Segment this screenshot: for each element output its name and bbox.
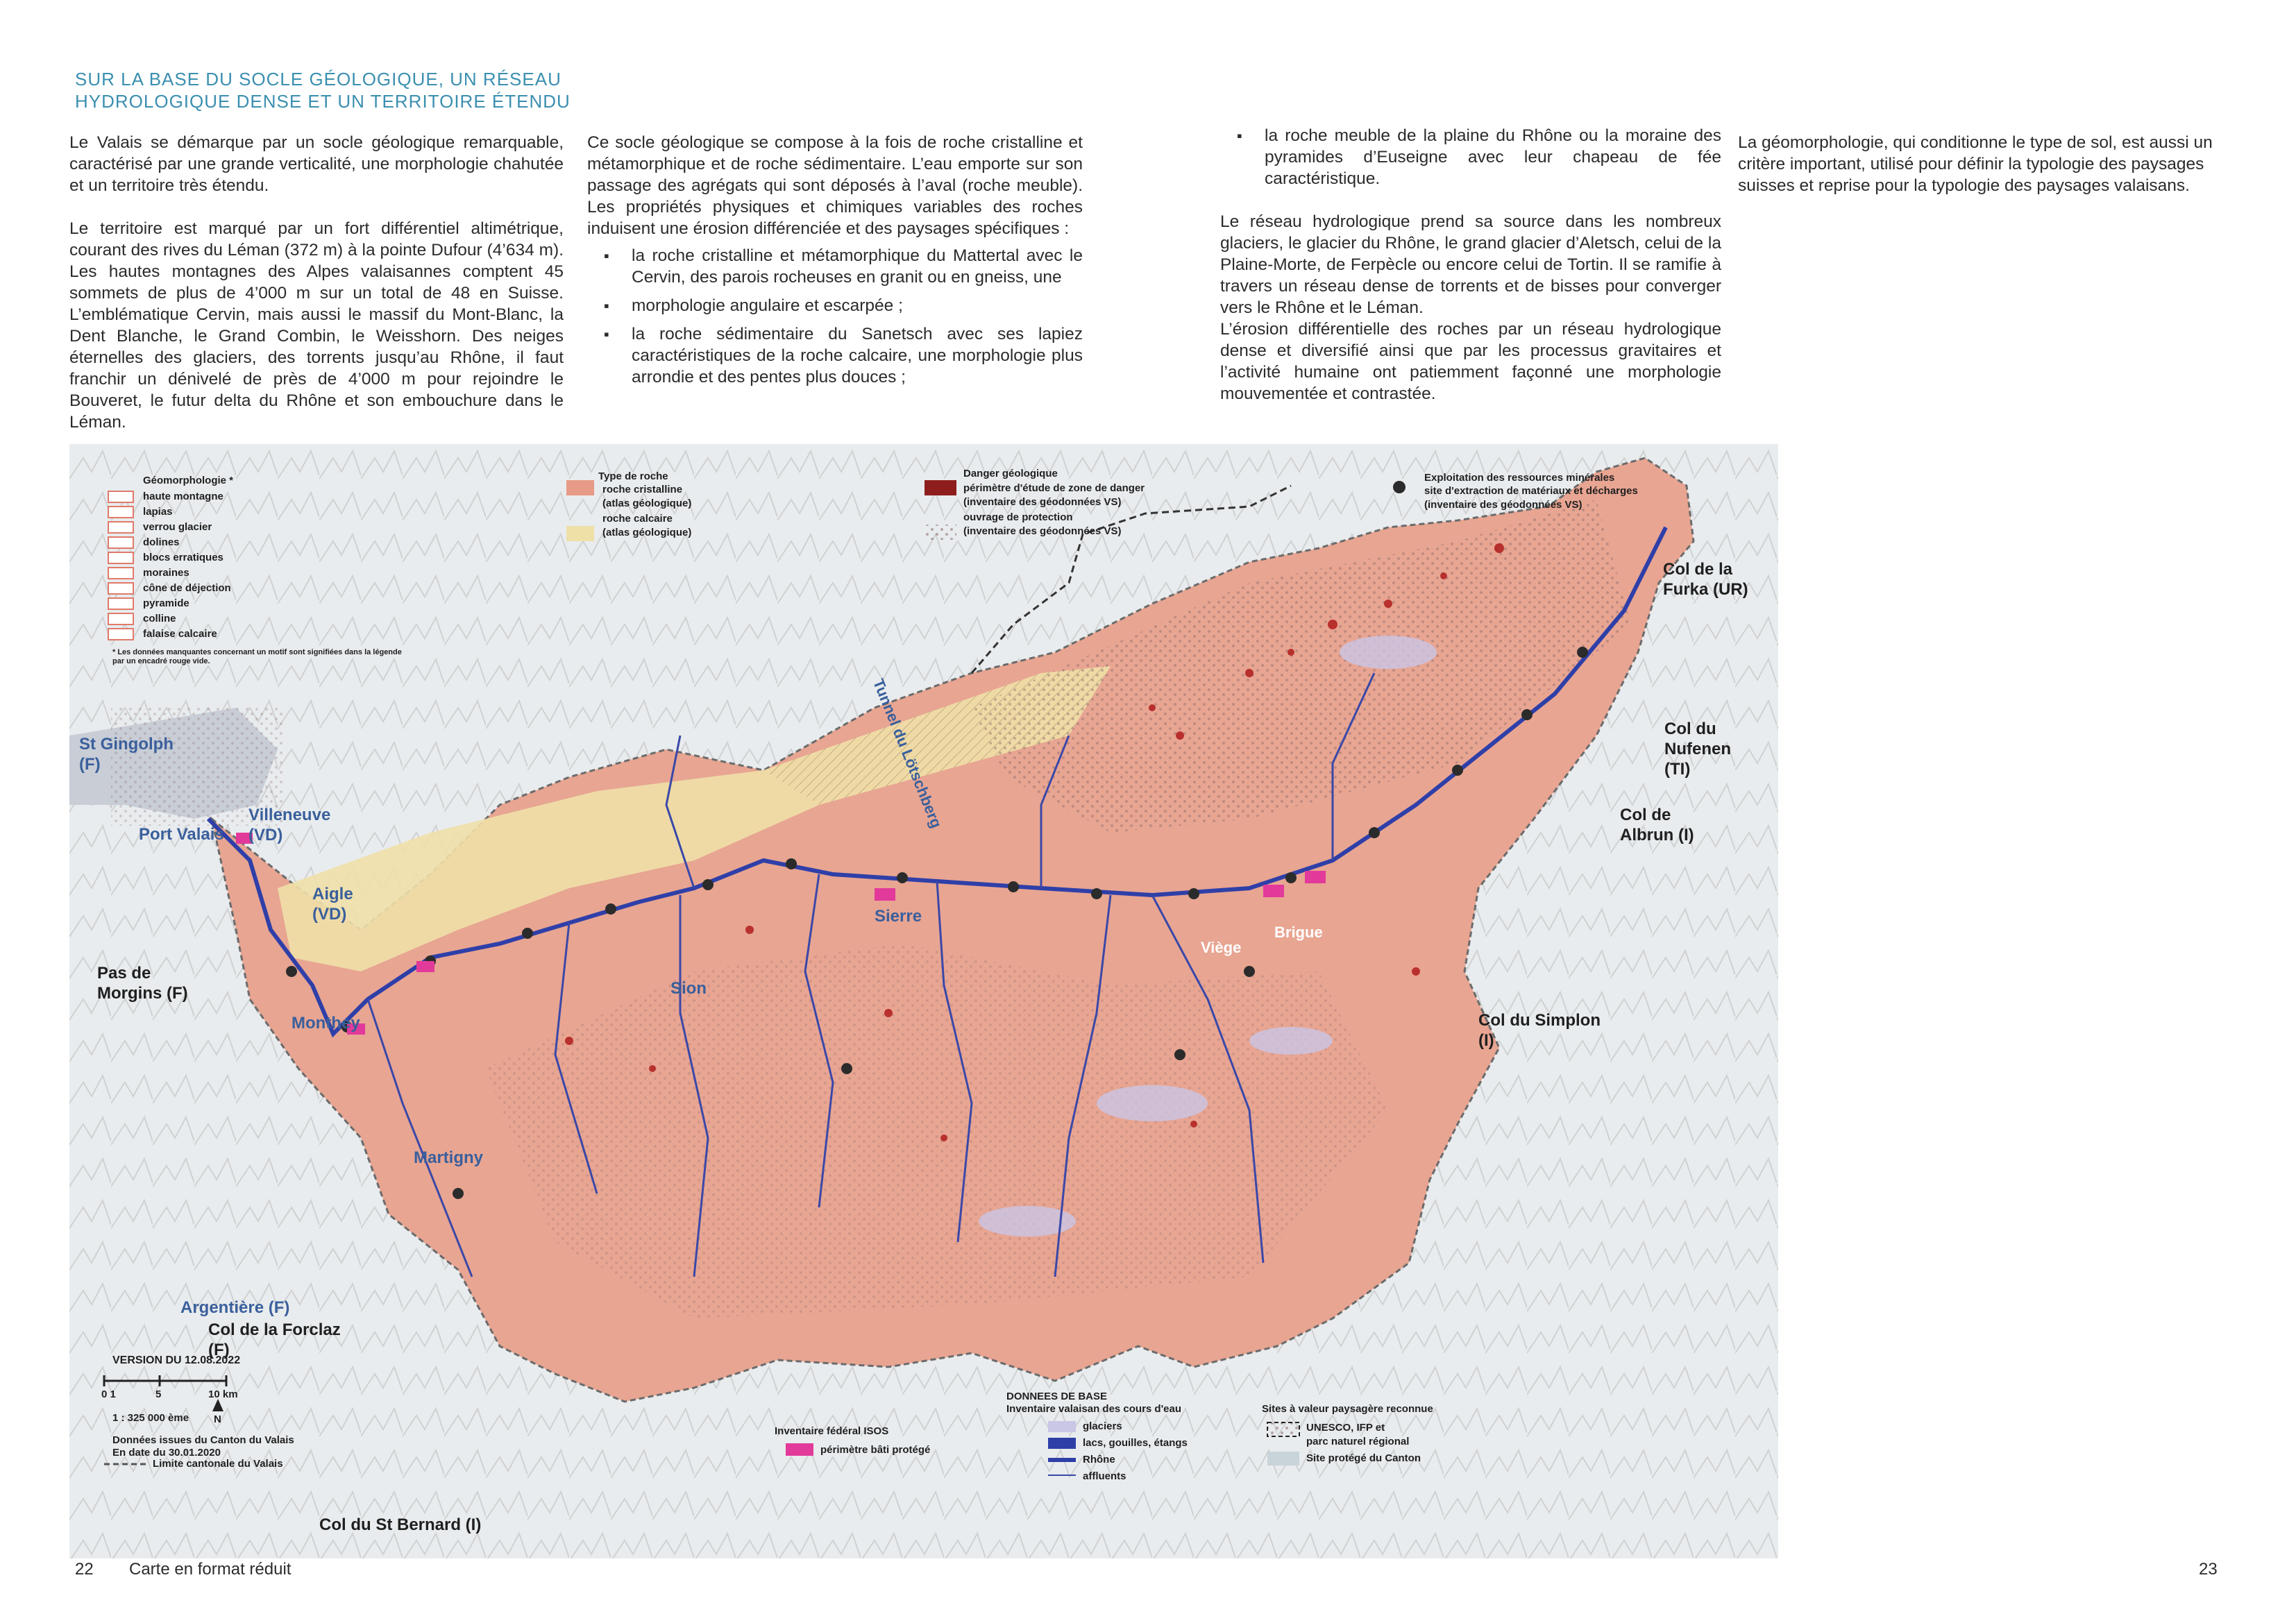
text-column-3 — [1220, 125, 1721, 426]
heading-line-2: HYDROLOGIQUE DENSE ET UN TERRITOIRE ÉTENDU — [75, 91, 571, 112]
text-column-1 — [69, 132, 564, 454]
legend-base-item: lacs, gouilles, étangs — [1083, 1437, 1188, 1449]
legend-geomorph-item: verrou glacier — [143, 521, 212, 533]
scale-tick: 0 1 — [101, 1388, 116, 1400]
paragraph: La géomorphologie, qui conditionne le type de sol, est aussi un critère important, utilisé pour définir la typologie des paysages suisses et reprise pour la typologie des paysages valaisans. — [1738, 133, 2213, 195]
place-sierre: Sierre — [875, 907, 922, 926]
map-caption: Carte en format réduit — [129, 1560, 292, 1579]
text-column-2 — [587, 132, 1083, 395]
place-col-simplon: Col du Simplon (I) — [1478, 1011, 1601, 1050]
map-canvas — [69, 444, 1778, 1558]
bullet-item: ▪ la roche sédimentaire du Sanetsch avec ses lapiez caractéristiques de la roche calcaire, une morphologie plus arrondie et des pentes plus douces ; — [587, 323, 1083, 388]
paragraph: Le réseau hydrologique prend sa source dans les nombreux glaciers, le glacier du Rhône, le grand glacier d’Aletsch, celui de la Plaine-Morte, de Ferpècle ou encore celui de Tortin. Il se ramifie à travers un réseau dense de torrents et de bisses pour converger vers le Rhône et le Léman. — [1220, 212, 1721, 317]
place-monthey: Monthey — [292, 1014, 360, 1033]
legend-exploit-item: site d'extraction de matériaux et décharges — [1424, 485, 1638, 497]
legend-rock-title: Type de roche — [598, 470, 668, 482]
legend-danger-item: ouvrage de protection — [963, 511, 1073, 523]
place-col-st-bernard: Col du St Bernard (I) — [319, 1515, 482, 1534]
legend-danger-item: (inventaire des géodonnées VS) — [963, 496, 1122, 508]
legend-geomorph-item: cône de déjection — [143, 582, 231, 594]
north-arrow-label: N — [214, 1413, 221, 1425]
section-heading — [75, 68, 575, 112]
bullet-item: ▪ la roche meuble de la plaine du Rhône ou la moraine des pyramides d’Euseigne avec leur chapeau de fée caractéristique. — [1220, 125, 1721, 189]
place-martigny: Martigny — [414, 1148, 484, 1167]
legend-geomorph-item: moraines — [143, 567, 189, 579]
map-source-date: En date du 30.01.2020 — [112, 1447, 221, 1459]
legend-base-item: affluents — [1083, 1470, 1126, 1482]
legend-isos-item: périmètre bâti protégé — [820, 1444, 931, 1456]
paragraph: Ce socle géologique se compose à la fois de roche cristalline et métamorphique et de roche sédimentaire. L’eau emporte sur son passage des agrégats qui sont déposés à l’aval (roche meuble). Les propriétés physiques et chimiques variables des roches induisent une érosion différenciée et des paysages spécifiques : — [587, 133, 1083, 238]
legend-rock-item: roche cristalline — [602, 484, 683, 495]
valais-geology-map — [69, 444, 1778, 1558]
place-tunnel-lotschberg: Tunnel du Lötschberg — [869, 676, 946, 831]
place-st-gingolph: St Gingolph (F) — [79, 735, 174, 774]
place-col-nufenen: Col du Nufenen (TI) — [1664, 720, 1731, 779]
place-col-albrun: Col de Albrun (I) — [1620, 806, 1694, 844]
text-column-4 — [1738, 132, 2232, 218]
bullet-list — [1220, 125, 1721, 189]
place-sion: Sion — [670, 979, 707, 998]
legend-geomorph-item: lapias — [143, 506, 173, 518]
place-pas-morgins: Pas de Morgins (F) — [97, 964, 188, 1003]
legend-exploit-title: Exploitation des ressources minérales — [1424, 472, 1615, 484]
bullet-item: ▪ la roche cristalline et métamorphique du Mattertal avec le Cervin, des parois rocheuses en granit ou en gneiss, une — [587, 245, 1083, 288]
legend-geomorph-item: pyramide — [143, 597, 189, 609]
page-number-left: 22 — [75, 1560, 94, 1579]
place-viege: Viège — [1201, 939, 1242, 956]
legend-base-subtitle: Inventaire valaisan des cours d'eau — [1006, 1403, 1182, 1415]
bullet-list — [587, 245, 1083, 388]
legend-geomorph-item: blocs erratiques — [143, 552, 223, 563]
paragraph: Le Valais se démarque par un socle géologique remarquable, caractérisé par une grande verticalité, une morphologie chahutée et un territoire très étendu. — [69, 133, 564, 195]
legend-danger-title: Danger géologique — [963, 468, 1058, 479]
paragraph: Le territoire est marqué par un fort différentiel altimétrique, courant des rives du Léman (372 m) à la pointe Dufour (4’634 m). Les hautes montagnes des Alpes valaisannes comptent 45 sommets de plus de 4’000 m sur un total de 48 en Suisse. L’emblématique Cervin, mais aussi le massif du Mont-Blanc, la Dent Blanche, le Grand Combin, le Weisshorn. Des neiges éternelles des glaciers, des torrents jusqu’au Rhône, il faut franchir un dénivelé de près de 4’000 m pour rejoindre le Bouveret, le futur delta du Rhône et son embouchure dans le Léman. — [69, 219, 564, 432]
page-number-right: 23 — [2199, 1560, 2218, 1579]
legend-sites-item: Site protégé du Canton — [1306, 1452, 1421, 1464]
scale-ratio: 1 : 325 000 ème — [112, 1412, 189, 1424]
place-col-forclaz: Col de la Forclaz (F) — [208, 1320, 341, 1359]
legend-exploit-item: (inventaire des géodonnées VS) — [1424, 499, 1582, 511]
legend-base-item: Rhône — [1083, 1454, 1115, 1465]
place-argentiere: Argentière (F) — [180, 1298, 290, 1317]
legend-base-item: glaciers — [1083, 1420, 1122, 1432]
legend-sites-item: parc naturel régional — [1306, 1436, 1410, 1447]
limit-label: Limite cantonale du Valais — [153, 1458, 283, 1470]
place-villeneuve: Villeneuve (VD) — [248, 806, 331, 844]
legend-danger-item: (inventaire des géodonnées VS) — [963, 525, 1122, 537]
scale-tick: 10 km — [208, 1388, 238, 1400]
legend-isos-title: Inventaire fédéral ISOS — [775, 1425, 889, 1437]
map-version: VERSION DU 12.08.2022 — [112, 1354, 241, 1366]
legend-base-title: DONNEES DE BASE — [1006, 1391, 1108, 1402]
place-aigle: Aigle (VD) — [312, 885, 353, 924]
place-brigue: Brigue — [1274, 924, 1323, 941]
legend-geomorph-title: Géomorphologie * — [143, 475, 234, 486]
legend-danger-item: périmètre d'étude de zone de danger — [963, 482, 1145, 494]
legend-geomorph-item: dolines — [143, 536, 180, 548]
legend-geomorph-item: haute montagne — [143, 491, 223, 502]
legend-rock-item: (atlas géologique) — [602, 498, 692, 509]
legend-geomorph-item: falaise calcaire — [143, 628, 217, 640]
heading-line-1: SUR LA BASE DU SOCLE GÉOLOGIQUE, UN RÉSEAU — [75, 69, 562, 90]
legend-note: * Les données manquantes concernant un motif sont signifiées dans la légende par un encadré rouge vide. — [112, 648, 402, 665]
map-source: Données issues du Canton du Valais — [112, 1434, 294, 1446]
bullet-item: ▪ morphologie angulaire et escarpée ; — [587, 295, 1083, 316]
legend-rock-item: (atlas géologique) — [602, 527, 692, 538]
place-col-furka: Col de la Furka (UR) — [1663, 560, 1748, 599]
legend-rock-item: roche calcaire — [602, 513, 673, 525]
place-port-valais: Port Valais — [139, 825, 224, 844]
legend-sites-item: UNESCO, IFP et — [1306, 1422, 1385, 1434]
legend-geomorph-item: colline — [143, 613, 176, 624]
legend-sites-title: Sites à valeur paysagère reconnue — [1262, 1403, 1433, 1415]
scale-tick: 5 — [155, 1388, 162, 1400]
paragraph: L’érosion différentielle des roches par un réseau hydrologique dense et diversifié ainsi que par les processus gravitaires et l’activité humaine ont patiemment façonné une morphologie mouvementée et contrastée. — [1220, 320, 1721, 403]
